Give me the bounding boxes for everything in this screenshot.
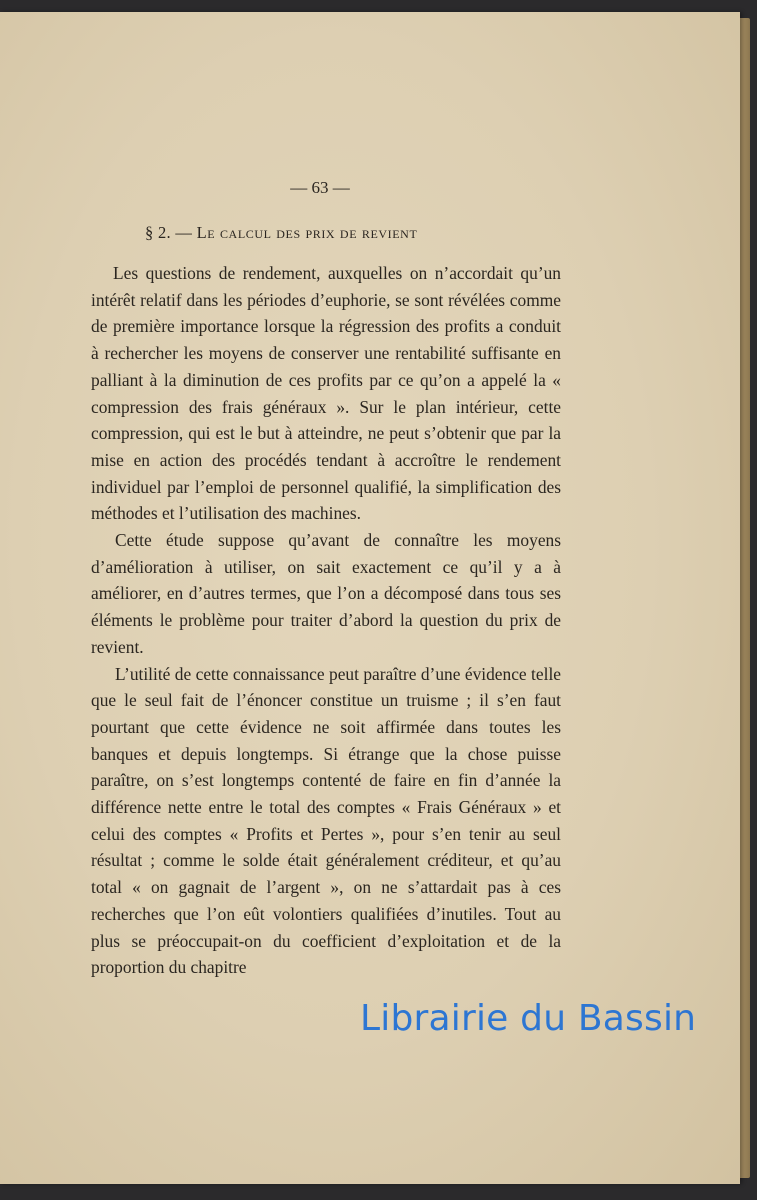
section-title: Le calcul des prix de revient: [196, 223, 418, 242]
paragraph-3: L’utilité de cette connaissance peut paraître d’une évidence telle que le seul fait de l’énoncer constitue un truisme ; il s’en faut pourtant que cette évidence ne soit affirmée dans toutes les banques et depuis longtemps. Si étrange que la chose puisse paraître, on s’est longtemps contenté de faire en fin d’année la différence nette entre le total des comptes « Frais Généraux » et celui des comptes « Profits et Pertes », pour s’en tenir au seul résultat ; comme le solde était généralement créditeur, et qu’au total « on gagnait de l’argent », on ne s’attardait pas à ces recherches que l’on eût volontiers qualifiées d’inutiles. Tout au plus se préoccupait-on du coefficient d’exploitation et de la proportion du chapitre: [91, 663, 561, 978]
paragraph-1: Les questions de rendement, auxquelles on n’accordait qu’un intérêt relatif dans les périodes d’euphorie, se sont révélées comme de première importance lorsque la régression des profits a conduit à rechercher les moyens de conserver une rentabilité suffisante en palliant à la diminution de ces profits par ce qu’on a appelé la « compression des frais généraux ». Sur le plan intérieur, cette compression, qui est le but à atteindre, ne peut s’obtenir que par la mise en action des procédés tendant à accroître le rendement individuel par l’emploi de personnel qualifié, la simplification des méthodes et l’utilisation des machines.: [91, 263, 561, 524]
paragraph-2: Cette étude suppose qu’avant de connaître les moyens d’amélioration à utiliser, on sait exactement ce qu’il y a à améliorer, en d’autres termes, que l’on a décomposé dans tous ses éléments le problème pour traiter d’abord la question du prix de revient.: [91, 530, 561, 657]
body-text: [91, 260, 561, 981]
watermark: Librairie du Bassin: [360, 998, 697, 1039]
page-number: — 63 —: [290, 178, 350, 197]
section-heading: [145, 223, 417, 243]
section-marker: § 2. —: [145, 223, 197, 242]
